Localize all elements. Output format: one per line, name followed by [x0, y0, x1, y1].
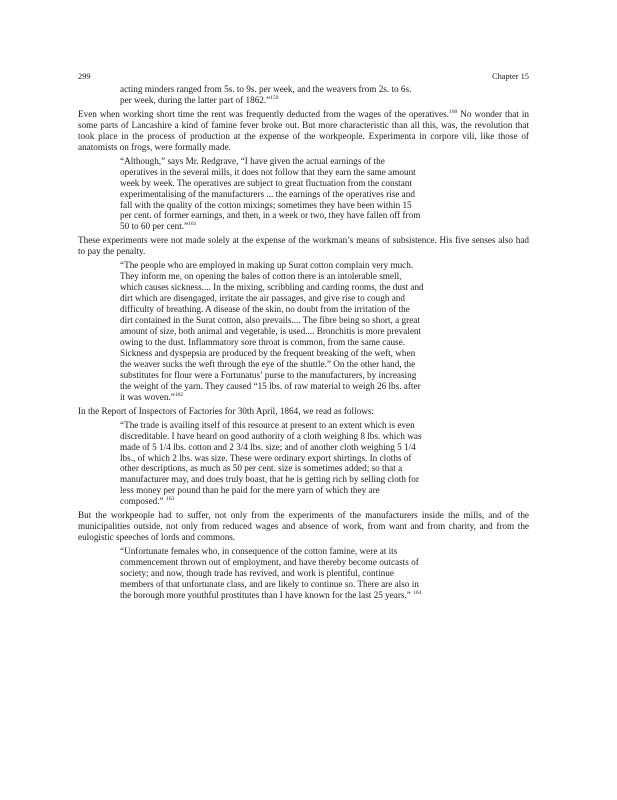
footnote-ref[interactable]: 161 — [188, 221, 197, 228]
quote-line: substitutes for flour were a Fortunatus’ purse to the manufacturers, by increasing — [120, 369, 417, 380]
quote-line: dirt contained in the Surat cotton, also prevails.... The fibre being so short, a great — [120, 315, 420, 326]
quote-line: acting minders ranged from 5s. to 9s. per week, and the weavers from 2s. to 6s. — [120, 84, 412, 94]
quote-line: “The trade is availing itself of this resource at present to an extent which is even — [120, 419, 415, 430]
footnote-ref[interactable]: 163 — [165, 496, 175, 503]
quote-line: commencement thrown out of employment, and have thereby become outcasts of — [120, 557, 419, 568]
quote-line: manufacturer may, and does truly boast, that he is getting rich by selling cloth for — [120, 474, 419, 485]
quote-line: week by week. The operatives are subject to great fluctuation from the constant — [120, 177, 412, 188]
quote-line: fall with the quality of the cotton mixings; sometimes they have been within 15 — [120, 199, 412, 210]
quote-line: other descriptions, as much as 50 per cent. size is sometimes added; so that a — [120, 463, 403, 474]
block-quote-redgrave — [120, 156, 490, 233]
paragraph-report: In the Report of Inspectors of Factories for 30th April, 1864, we read as follows: — [78, 405, 374, 416]
quote-line: which causes sickness.... In the mixing, scribbling and carding rooms, the dust and — [120, 282, 424, 293]
quote-line: difficulty of breathing. A disease of the skin, no doubt from the irritation of the — [120, 304, 410, 315]
block-quote-wages — [120, 84, 490, 106]
paragraph-short-time: Even when working short time the rent was frequently deducted from the wages of the operatives.$^{160}$ No wonder that in some parts of Lancashire a kind of famine fever broke out. But more characteristic than all this, was, the revolution that took place in the process of production at the expense of the workpeople. Experimenta in corpore vili, like those of anatomists on frogs, were formally made. — [78, 108, 529, 152]
footnote-ref[interactable]: 160 — [448, 108, 458, 115]
footnote-ref[interactable]: 159 — [270, 94, 279, 101]
quote-line: lbs., of which 2 lbs. was size. These were ordinary export shirtings. In cloths of — [120, 452, 412, 463]
quote-line: experimentalising of the manufacturers ... the earnings of the operatives rise and — [120, 188, 415, 199]
block-quote-surat-cotton — [120, 260, 490, 402]
quote-line: “Unfortunate females who, in consequence of the cotton famine, were at its — [120, 546, 398, 557]
quote-line: “Although,” says Mr. Redgrave, “I have given the actual earnings of the — [120, 155, 385, 166]
quote-line: it was woven.”$^{162}$ — [120, 391, 184, 402]
quote-line: 50 to 60 per cent.”$^{161}$ — [120, 221, 197, 232]
quote-line: the weight of the yarn. They caused “15 lbs. of raw material to weigh 26 lbs. after — [120, 380, 421, 391]
quote-line: the weaver sucks the weft through the eye of the shuttle.” On the other hand, the — [120, 358, 416, 369]
block-quote-trade — [120, 420, 490, 508]
quote-line: amount of size, both animal and vegetable, is used.... Bronchitis is more prevalent — [120, 326, 422, 337]
quote-line: made of 5 1/4 lbs. cotton and 2 3/4 lbs. size; and of another cloth weighing 5 1/4 — [120, 441, 416, 452]
quote-line: per cent. of former earnings, and then, in a week or two, they have fallen off from — [120, 210, 421, 221]
footnote-ref[interactable]: 164 — [413, 589, 422, 596]
quote-line: per week, during the latter part of 1862.”$^{159}$ — [120, 94, 279, 105]
quote-line: owing to the dust. Inflammatory sore throat is common, from the same cause. — [120, 336, 406, 347]
quote-line: Sickness and dyspepsia are produced by the frequent breaking of the weft, when — [120, 347, 416, 358]
quote-line: less money per pound than he paid for the mere yarn of which they are — [120, 485, 380, 496]
paragraph-experiments: These experiments were not made solely at the expense of the workman’s means of subsistence. His five senses also had to pay the penalty. — [78, 235, 529, 257]
quote-line: discreditable. I have heard on good authority of a cloth weighing 8 lbs. which was — [120, 430, 422, 441]
quote-line: operatives in the several mills, it does not follow that they earn the same amount — [120, 166, 416, 177]
quote-line: composed.” $^{163}$ — [120, 496, 175, 507]
quote-line: dirt which are disengaged, irritate the air passages, and give rise to cough and — [120, 293, 405, 304]
quote-line: society; and now, though trade has revived, and work is plentiful, continue — [120, 568, 394, 579]
page-body — [78, 84, 529, 604]
quote-line: “The people who are employed in making up Surat cotton complain very much. — [120, 260, 414, 271]
block-quote-famine — [120, 546, 490, 601]
chapter-title: Chapter 15 — [492, 72, 529, 81]
paragraph-workpeople: But the workpeople had to suffer, not only from the experiments of the manufacturers inside the mills, and of the municipalities outside, not only from reduced wages and absence of work, from want and from charity, and from the eulogistic speeches of lords and commons. — [78, 510, 529, 543]
footnote-ref[interactable]: 162 — [174, 391, 184, 398]
quote-line: They inform me, on opening the bales of cotton there is an intolerable smell, — [120, 271, 402, 282]
quote-line: the borough more youthful prostitutes than I have known for the last 25 years.” $^{164}$ — [120, 589, 422, 600]
quote-line: members of that unfortunate class, and are likely to continue so. There are also in — [120, 578, 419, 589]
page-number: 299 — [78, 72, 91, 81]
